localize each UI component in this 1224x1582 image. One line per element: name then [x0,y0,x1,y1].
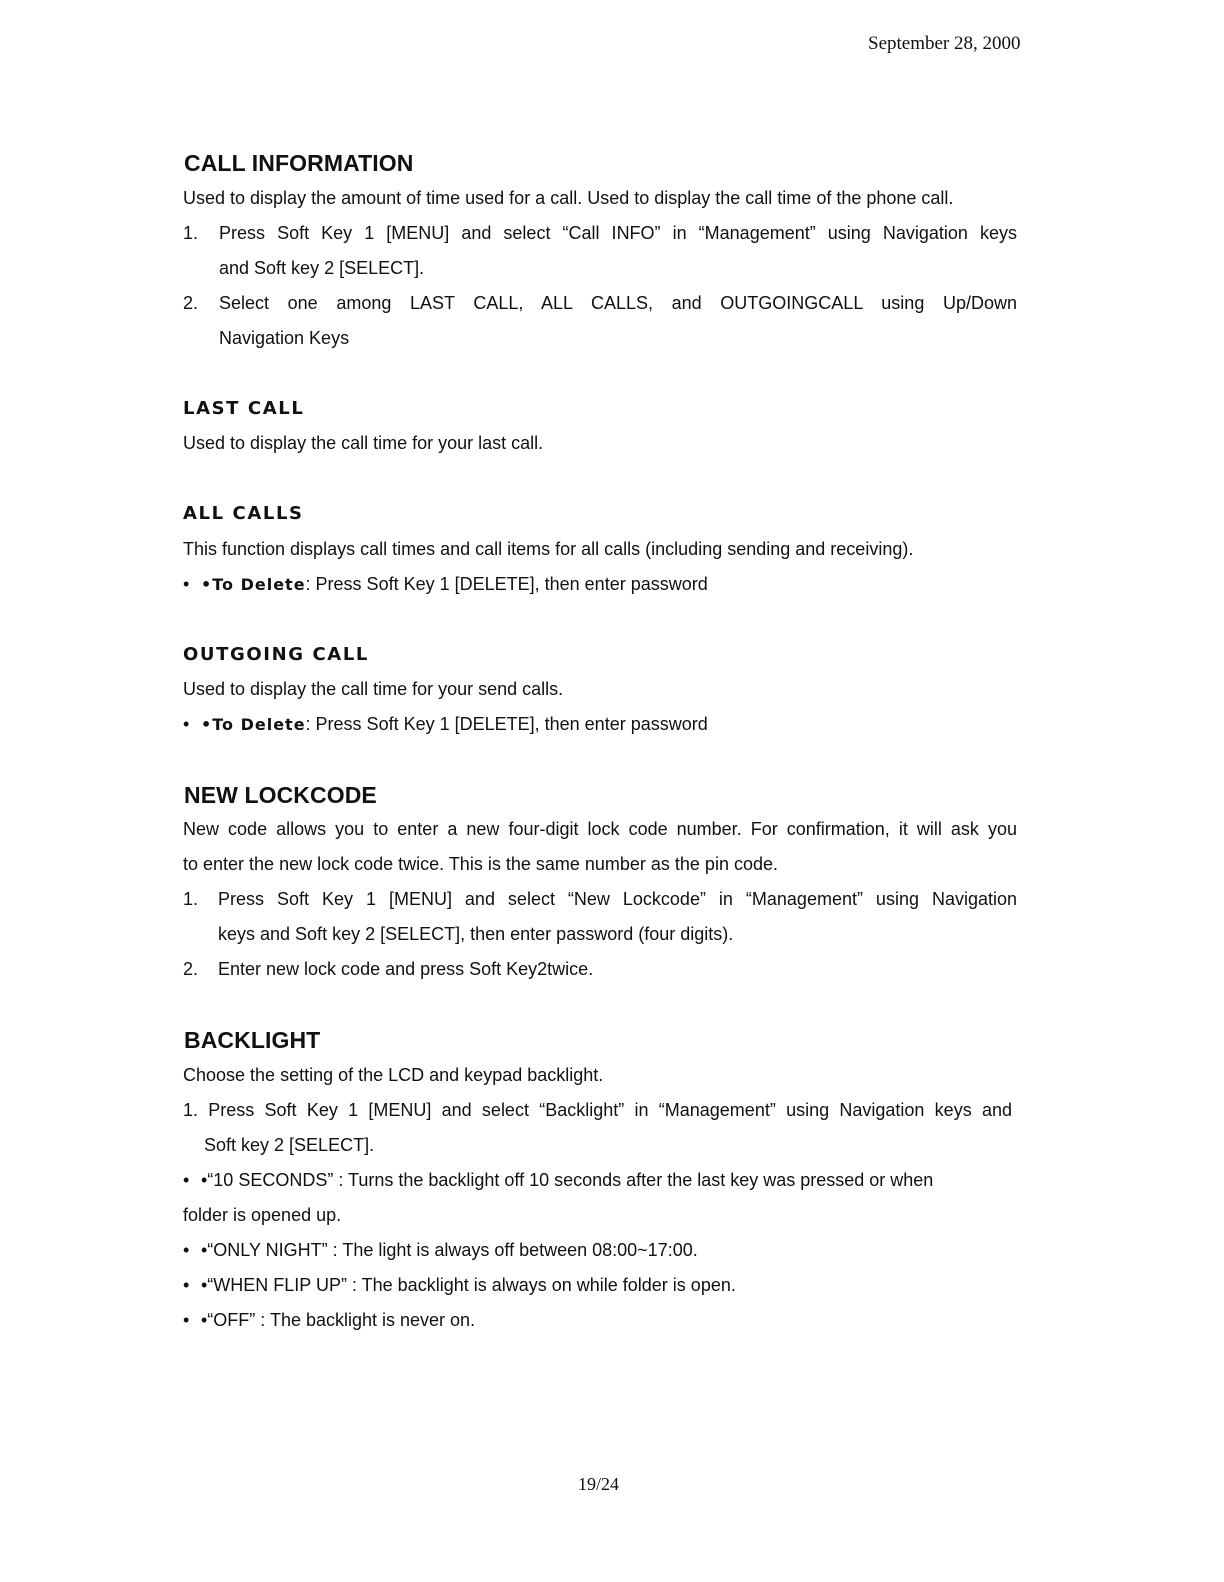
step-number: 2. [183,959,199,979]
last-call-heading: LAST CALL [183,398,305,419]
last-call-text: Used to display the call time for your last call. [183,433,544,453]
step-number: 1. [183,223,199,243]
to-delete-text: : Press Soft Key 1 [DELETE], then enter password [305,714,708,734]
page-date: September 28, 2000 [868,33,1021,54]
backlight-option-when-flip-up: • •“WHEN FLIP UP” : The backlight is always on while folder is open. [183,1275,736,1295]
backlight-options [183,1170,1017,1340]
backlight-option-10-seconds: • •“10 SECONDS” : Turns the backlight off 10 seconds after the last key was pressed or when [183,1170,934,1190]
outgoing-call-delete-bullet [183,714,1023,735]
step-text-cont: and Soft key 2 [SELECT]. [219,258,425,278]
backlight-option-10-seconds-cont: folder is opened up. [183,1205,342,1225]
backlight-step1: 1. Press Soft Key 1 [MENU] and select “Backlight” in “Management” using Navigation keys and [183,1100,1012,1120]
all-calls-text: This function displays call times and call items for all calls (including sending and receiving). [183,539,914,559]
to-delete-text: : Press Soft Key 1 [DELETE], then enter password [305,574,708,594]
backlight-heading: BACKLIGHT [184,1027,321,1053]
call-information-heading: CALL INFORMATION [184,150,414,176]
bullet-icon: • [183,574,190,594]
page-number: 19/24 [578,1474,620,1494]
step-text: Select one among LAST CALL, ALL CALLS, and OUTGOINGCALL using Up/Down [219,293,1017,313]
outgoing-call-heading: OUTGOING CALL [183,644,369,665]
all-calls-heading: ALL CALLS [183,503,304,524]
to-delete-label: •To Delete [201,575,306,594]
step-number: 2. [183,293,199,313]
step-text: Press Soft Key 1 [MENU] and select “Call INFO” in “Management” using Navigation keys [219,223,1017,243]
backlight-option-off: • •“OFF” : The backlight is never on. [183,1310,476,1330]
call-information-steps [183,223,1017,353]
step-text: Enter new lock code and press Soft Key2twice. [218,959,594,979]
step-text-cont: keys and Soft key 2 [SELECT], then enter password (four digits). [218,924,734,944]
backlight-intro: Choose the setting of the LCD and keypad backlight. [183,1065,604,1085]
bullet-icon: • [183,1310,190,1330]
step-text-cont: Navigation Keys [219,328,350,348]
to-delete-label: •To Delete [201,715,306,734]
outgoing-call-text: Used to display the call time for your send calls. [183,679,564,699]
step-number: 1. [183,889,199,909]
backlight-step1-cont: Soft key 2 [SELECT]. [204,1135,375,1155]
bullet-icon: • [183,1170,190,1190]
new-lockcode-steps [183,889,1017,989]
bullet-icon: • [183,714,190,734]
new-lockcode-heading: NEW LOCKCODE [184,782,377,808]
new-lockcode-intro-line1: New code allows you to enter a new four-digit lock code number. For confirmation, it will ask you [183,819,1017,839]
bullet-icon: • [183,1240,190,1260]
call-information-intro: Used to display the amount of time used for a call. Used to display the call time of the phone call. [183,188,954,208]
step-text: Press Soft Key 1 [MENU] and select “New Lockcode” in “Management” using Navigation [218,889,1017,909]
backlight-option-only-night: • •“ONLY NIGHT” : The light is always off between 08:00~17:00. [183,1240,698,1260]
new-lockcode-intro-line2: to enter the new lock code twice. This is the same number as the pin code. [183,854,778,874]
bullet-icon: • [183,1275,190,1295]
all-calls-delete-bullet [183,574,1023,595]
